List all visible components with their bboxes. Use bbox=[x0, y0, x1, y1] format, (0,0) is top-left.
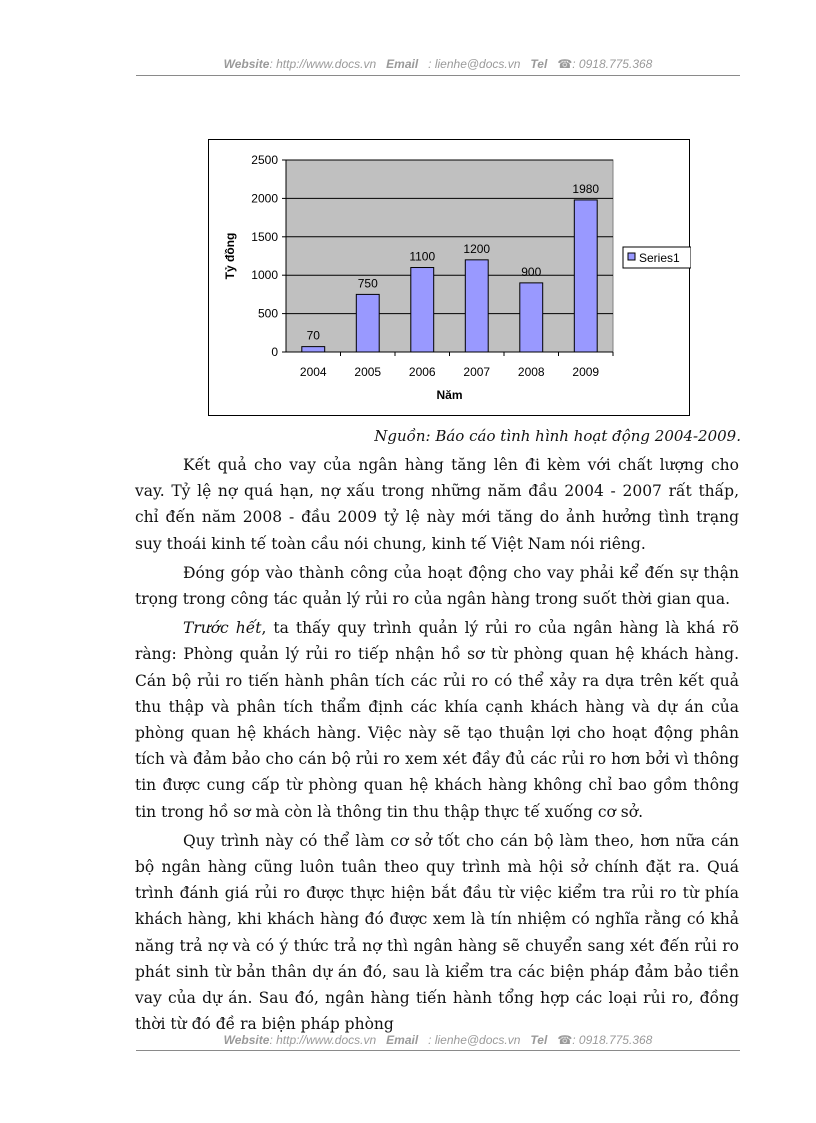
data-label: 1100 bbox=[409, 249, 436, 264]
x-tick-label: 2006 bbox=[408, 365, 436, 379]
header-tel-value: : 0918.775.368 bbox=[572, 57, 653, 71]
y-tick-label: 500 bbox=[257, 306, 278, 321]
bar bbox=[574, 200, 597, 352]
y-axis-title: Tỷ đồng bbox=[223, 232, 237, 280]
x-tick-label: 2008 bbox=[517, 365, 545, 379]
footer-website-label: Website bbox=[223, 1033, 270, 1047]
header-website-value[interactable]: : http://www.docs.vn bbox=[269, 57, 377, 71]
footer-tel-value: : 0918.775.368 bbox=[572, 1033, 653, 1047]
paragraph-text: , ta thấy quy trình quản lý rủi ro của ngân hàng là khá rõ ràng: Phòng quản lý rủi ro tiếp nhận hồ sơ từ phòng quan hệ khách hàng. Cán bộ rủi ro tiến hành phân tích các rủi ro có thể xảy ra dựa trên kết quả thu thập và phân tích thẩm định các khía cạnh khách hàng và dự án của phòng quan hệ khách hàng. Việc này sẽ tạo thuận lợi cho hoạt động phân tích và đảm bảo cho cán bộ rủi ro xem xét đầy đủ các rủi ro hơn bởi vì thông tin được cung cấp từ phòng quan hệ khách hàng không chỉ bao gồm thông tin trong hồ sơ mà còn là thông tin thu thập thực tế xuống cơ sở. bbox=[135, 619, 739, 821]
legend-label: Series1 bbox=[639, 251, 680, 265]
bar bbox=[520, 283, 543, 352]
plot-area bbox=[286, 160, 613, 352]
header-email-label: Email bbox=[386, 57, 419, 71]
page-header bbox=[136, 57, 740, 71]
footer-email-value[interactable]: : lienhe@docs.vn bbox=[428, 1033, 521, 1047]
header-divider bbox=[136, 75, 740, 76]
header-website-label: Website bbox=[223, 57, 270, 71]
legend-swatch bbox=[628, 253, 635, 260]
bar-chart bbox=[208, 139, 690, 416]
y-tick-label: 2000 bbox=[251, 191, 278, 206]
footer-divider bbox=[136, 1050, 740, 1051]
footer-tel-label: Tel bbox=[530, 1033, 548, 1047]
header-tel-label: Tel bbox=[530, 57, 548, 71]
x-tick-label: 2004 bbox=[299, 365, 327, 379]
x-tick-label: 2009 bbox=[572, 365, 600, 379]
data-label: 900 bbox=[521, 264, 542, 279]
x-tick-label: 2005 bbox=[354, 365, 382, 379]
footer-email-label: Email bbox=[386, 1033, 419, 1047]
y-tick-label: 1000 bbox=[251, 268, 278, 283]
paragraph bbox=[135, 452, 739, 557]
body-text bbox=[135, 452, 739, 1037]
paragraph bbox=[135, 615, 739, 825]
data-label: 1980 bbox=[572, 181, 600, 196]
bar bbox=[302, 347, 325, 352]
footer-website-value[interactable]: : http://www.docs.vn bbox=[269, 1033, 377, 1047]
telephone-icon: ☎ bbox=[557, 57, 573, 71]
paragraph-text: Đóng góp vào thành công của hoạt động cho vay phải kể đến sự thận trọng trong công tác quản lý rủi ro của ngân hàng trong suốt thời gian qua. bbox=[135, 563, 739, 609]
bar bbox=[465, 260, 488, 352]
y-tick-label: 1500 bbox=[251, 229, 278, 244]
x-axis-title: Năm bbox=[436, 388, 463, 402]
telephone-icon: ☎ bbox=[557, 1033, 573, 1047]
paragraph bbox=[135, 560, 739, 612]
chart-source-caption: Nguồn: Báo cáo tình hình hoạt động 2004-2009. bbox=[374, 427, 741, 445]
y-tick-label: 2500 bbox=[251, 153, 278, 167]
header-email-value[interactable]: : lienhe@docs.vn bbox=[428, 57, 521, 71]
paragraph-text: Kết quả cho vay của ngân hàng tăng lên đi kèm với chất lượng cho vay. Tỷ lệ nợ quá hạn, nợ xấu trong những năm đầu 2004 - 2007 rất thấp, chỉ đến năm 2008 - đầu 2009 tỷ lệ này mới tăng do ảnh hưởng tình trạng suy thoái kinh tế toàn cầu nói chung, kinh tế Việt Nam nói riêng. bbox=[135, 456, 739, 553]
bar-chart-svg bbox=[209, 140, 691, 417]
data-label: 70 bbox=[306, 328, 320, 343]
page-footer bbox=[136, 1033, 740, 1047]
data-label: 1200 bbox=[463, 241, 491, 256]
paragraph-text: Quy trình này có thể làm cơ sở tốt cho cán bộ làm theo, hơn nữa cán bộ ngân hàng cũng luôn tuân theo quy trình mà hội sở chính đặt ra. Quá trình đánh giá rủi ro được thực hiện bắt đầu từ việc kiểm tra rủi ro từ phía khách hàng, khi khách hàng đó được xem là tín nhiệm có nghĩa rằng có khả năng trả nợ và có ý thức trả nợ thì ngân hàng sẽ chuyển sang xét đến rủi ro phát sinh từ bản thân dự án đó, sau là kiểm tra các biện pháp đảm bảo tiền vay của dự án. Sau đó, ngân hàng tiến hành tổng hợp các loại rủi ro, đồng thời từ đó đề ra biện pháp phòng bbox=[135, 831, 739, 1034]
bar bbox=[411, 268, 434, 352]
bar bbox=[356, 294, 379, 352]
data-label: 750 bbox=[357, 276, 378, 291]
x-tick-label: 2007 bbox=[463, 365, 491, 379]
y-tick-label: 0 bbox=[271, 345, 278, 359]
paragraph-lead: Trước hết bbox=[183, 619, 262, 638]
paragraph bbox=[135, 828, 739, 1038]
